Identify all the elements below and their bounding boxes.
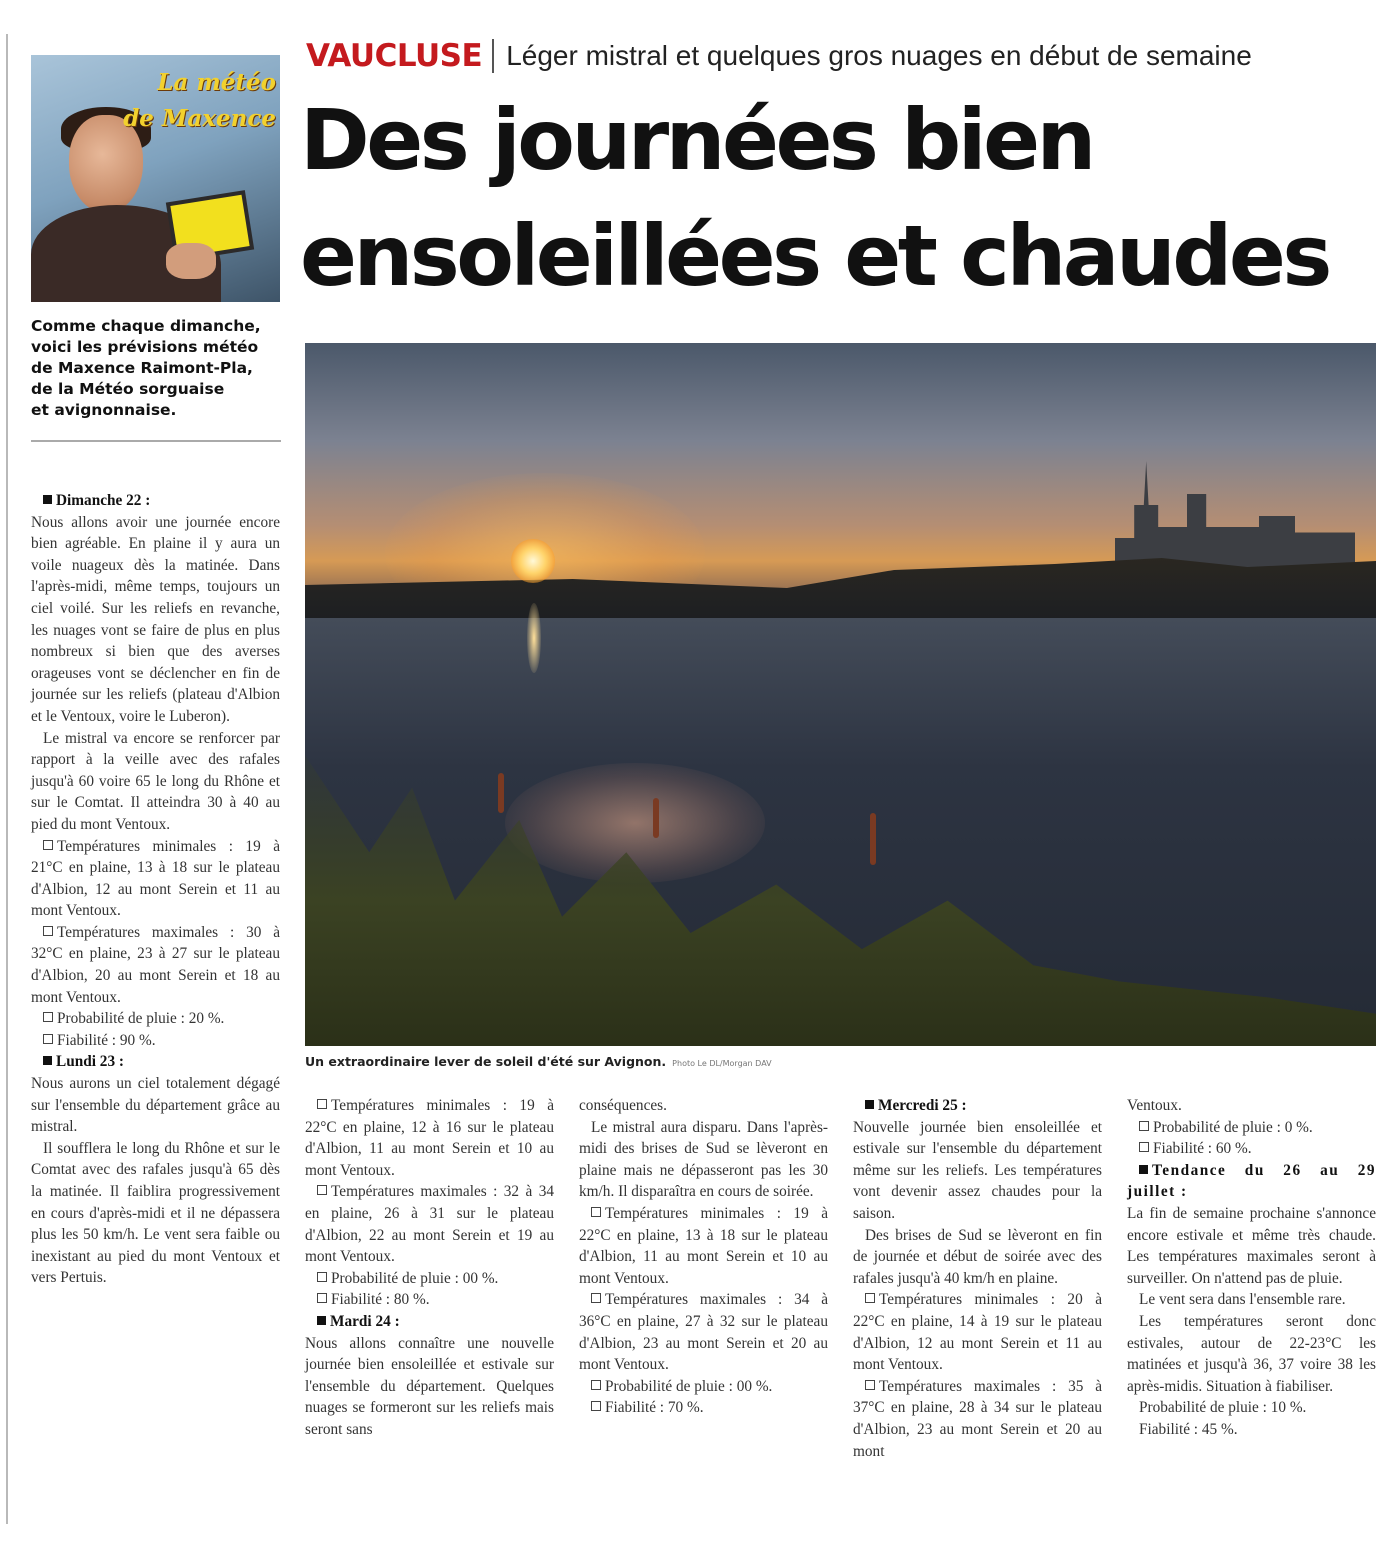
kicker-divider — [492, 39, 494, 73]
paragraph: Il soufflera le long du Rhône et sur le Comtat avec des rafales jusqu'à 65 dès la matinée. Il faiblira progressivement en cours d'après-midi et il ne dépassera plus les 50 km/h. Le vent sera faible ou inexistant au pied du mont Ventoux et vers Pertuis. — [31, 1139, 280, 1287]
photo-reed-head — [498, 773, 504, 813]
subhead: Léger mistral et quelques gros nuages en début de semaine — [506, 40, 1252, 71]
paragraph — [853, 1289, 1102, 1375]
square-bullet-icon — [317, 1316, 326, 1325]
box-bullet-icon — [591, 1293, 601, 1303]
paragraph: Les températures seront donc estivales, autour de 22-23°C les matinées et jusqu'à 36, 37 voire 38 les après-midis. Situation à fiabiliser. — [1127, 1312, 1376, 1395]
square-bullet-icon — [865, 1100, 874, 1109]
kicker-row — [306, 38, 1252, 82]
paragraph — [305, 1289, 554, 1311]
sunrise-photo — [305, 343, 1376, 1046]
paragraph — [579, 1376, 828, 1398]
box-bullet-icon — [317, 1099, 327, 1109]
box-bullet-icon — [1139, 1142, 1149, 1152]
paragraph — [579, 1203, 828, 1289]
paragraph: Nouvelle journée bien ensoleillée et estivale sur l'ensemble du département même sur les reliefs. Les températures vont devenir assez chaudes pour la saison. — [853, 1118, 1102, 1222]
paragraph — [305, 1181, 554, 1267]
paragraph — [31, 836, 280, 922]
box-bullet-icon — [865, 1380, 875, 1390]
paragraph: Le vent sera dans l'ensemble rare. — [1139, 1291, 1346, 1309]
sidebar-separator — [31, 440, 281, 442]
square-bullet-icon — [1139, 1165, 1148, 1174]
photo-sun — [511, 539, 555, 583]
paragraph — [31, 1030, 280, 1052]
portrait-caption: Comme chaque dimanche, voici les prévisions météo de Maxence Raimont-Pla, de la Météo sorguaise et avignonnaise. — [31, 317, 261, 419]
box-bullet-icon — [317, 1293, 327, 1303]
paragraph: conséquences. — [579, 1097, 667, 1114]
paragraph: Le mistral aura disparu. Dans l'après-midi des brises de Sud se lèveront en plaine mais ne dépasseront pas les 30 km/h. Il disparaîtra en cours de soirée. — [579, 1118, 828, 1201]
photo-caption — [305, 1054, 1376, 1069]
paragraph-text: Températures maximales : 34 à 36°C en plaine, 27 à 32 sur le plateau d'Albion, 23 au mont Serein et 20 au mont Ventoux. — [579, 1291, 828, 1374]
portrait-title-line1: La météo — [157, 69, 276, 96]
columnist-portrait — [31, 55, 280, 302]
box-bullet-icon — [43, 926, 53, 936]
column-1 — [31, 490, 280, 1289]
square-bullet-icon — [43, 1056, 52, 1065]
day-heading-text: Dimanche 22 : — [56, 492, 151, 509]
day-heading-text: Mercredi 25 : — [878, 1097, 967, 1114]
photo-caption-text: Un extraordinaire lever de soleil d'été sur Avignon. — [305, 1054, 667, 1069]
portrait-hand — [166, 243, 216, 279]
paragraph: La fin de semaine prochaine s'annonce encore estivale et même très chaude. Les températures maximales seront à surveiller. On n'attend pas de pluie. — [1127, 1204, 1376, 1287]
trend-heading — [1127, 1160, 1376, 1203]
photo-palace-silhouette — [1115, 461, 1355, 571]
box-bullet-icon — [591, 1207, 601, 1217]
paragraph-text: Fiabilité : 80 %. — [331, 1291, 430, 1309]
day-heading-text: Mardi 24 : — [330, 1312, 400, 1330]
paragraph: Fiabilité : 45 %. — [1139, 1420, 1238, 1438]
paragraph: Probabilité de pluie : 10 %. — [1139, 1399, 1307, 1417]
photo-reed-head — [870, 813, 876, 865]
paragraph-text: Fiabilité : 90 %. — [57, 1031, 156, 1049]
paragraph — [305, 1268, 554, 1290]
paragraph-text: Probabilité de pluie : 00 %. — [331, 1269, 499, 1287]
day-heading — [31, 490, 280, 512]
paragraph: Nous allons connaître une nouvelle journée bien ensoleillée et estivale sur l'ensemble du département. Quelques nuages se formeront sur les reliefs mais seront sans — [305, 1334, 554, 1438]
box-bullet-icon — [1139, 1121, 1149, 1131]
day-heading — [853, 1095, 1102, 1117]
paragraph — [579, 1397, 828, 1419]
paragraph — [853, 1376, 1102, 1462]
paragraph — [305, 1095, 554, 1181]
portrait-title — [123, 65, 276, 137]
day-heading — [31, 1051, 280, 1073]
paragraph: Nous aurons un ciel totalement dégagé sur l'ensemble du département grâce au mistral. — [31, 1075, 280, 1136]
paragraph-text: Températures maximales : 35 à 37°C en plaine, 28 à 34 sur le plateau d'Albion, 23 au mont Serein et 20 au mont — [853, 1377, 1102, 1460]
box-bullet-icon — [591, 1380, 601, 1390]
paragraph-text: Probabilité de pluie : 00 %. — [605, 1377, 773, 1395]
paragraph: Des brises de Sud se lèveront en fin de journée et début de soirée avec des rafales jusqu'à 40 km/h en plaine. — [853, 1226, 1102, 1287]
column-2 — [305, 1095, 554, 1441]
box-bullet-icon — [43, 1012, 53, 1022]
paragraph: Le mistral va encore se renforcer par rapport à la veille avec des rafales jusqu'à 60 voire 65 le long du Rhône et sur le Comtat. Il atteindra 30 à 40 au pied du mont Ventoux. — [31, 729, 280, 833]
paragraph-text: Fiabilité : 70 %. — [605, 1399, 704, 1417]
paragraph-text: Températures maximales : 30 à 32°C en plaine, 23 à 27 sur le plateau d'Albion, 20 au mont Serein et 18 au mont Ventoux. — [31, 923, 280, 1006]
column-3 — [579, 1095, 828, 1419]
column-5 — [1127, 1095, 1376, 1441]
photo-sun-reflection — [527, 603, 541, 673]
square-bullet-icon — [43, 495, 52, 504]
paragraph-text: Températures minimales : 19 à 21°C en plaine, 13 à 18 sur le plateau d'Albion, 12 au mont Serein et 11 au mont Ventoux. — [31, 837, 280, 920]
paragraph: Nous allons avoir une journée encore bien agréable. En plaine il y aura un voile nuageux dès la matinée. Dans l'après-midi, même temps, toujours un ciel voilé. Sur les reliefs en revanche, les nuages vont se faire de plus en plus nombreux si bien que des averses orageuses vont se déclencher en fin de journée sur les reliefs (plateau d'Albion et le Ventoux, voire le Luberon). — [31, 513, 280, 725]
box-bullet-icon — [591, 1401, 601, 1411]
box-bullet-icon — [317, 1185, 327, 1195]
day-heading — [305, 1311, 554, 1333]
left-margin-rule — [6, 34, 8, 1524]
column-4 — [853, 1095, 1102, 1462]
paragraph — [579, 1289, 828, 1375]
paragraph-text: Températures minimales : 19 à 22°C en plaine, 12 à 16 sur le plateau d'Albion, 11 au mont Serein et 10 au mont Ventoux. — [305, 1097, 554, 1179]
portrait-title-line2: de Maxence — [123, 105, 276, 132]
kicker: VAUCLUSE — [306, 38, 483, 74]
paragraph-text: Probabilité de pluie : 20 %. — [57, 1010, 225, 1028]
paragraph — [1127, 1117, 1376, 1139]
headline: Des journées bien ensoleillées et chaudes — [300, 91, 1329, 305]
photo-reed-head — [653, 798, 659, 838]
box-bullet-icon — [43, 840, 53, 850]
paragraph — [1127, 1138, 1376, 1160]
paragraph-text: Températures maximales : 32 à 34 en plaine, 26 à 31 sur le plateau d'Albion, 22 au mont Serein et 19 au mont Ventoux. — [305, 1183, 554, 1266]
box-bullet-icon — [865, 1293, 875, 1303]
paragraph: Ventoux. — [1127, 1097, 1182, 1114]
trend-heading-text: Tendance du 26 au 29 juillet : — [1127, 1161, 1376, 1201]
box-bullet-icon — [43, 1034, 53, 1044]
paragraph — [31, 922, 280, 1008]
paragraph-text: Probabilité de pluie : 0 %. — [1153, 1118, 1313, 1136]
paragraph — [31, 1008, 280, 1030]
photo-credit: Photo Le DL/Morgan DAV — [672, 1059, 772, 1068]
paragraph-text: Fiabilité : 60 %. — [1153, 1140, 1252, 1158]
box-bullet-icon — [317, 1272, 327, 1282]
paragraph-text: Températures minimales : 19 à 22°C en plaine, 13 à 18 sur le plateau d'Albion, 11 au mont Serein et 10 au mont Ventoux. — [579, 1204, 828, 1287]
day-heading-text: Lundi 23 : — [56, 1053, 125, 1071]
paragraph-text: Températures minimales : 20 à 22°C en plaine, 14 à 19 sur le plateau d'Albion, 12 au mont Serein et 11 au mont Ventoux. — [853, 1291, 1102, 1374]
